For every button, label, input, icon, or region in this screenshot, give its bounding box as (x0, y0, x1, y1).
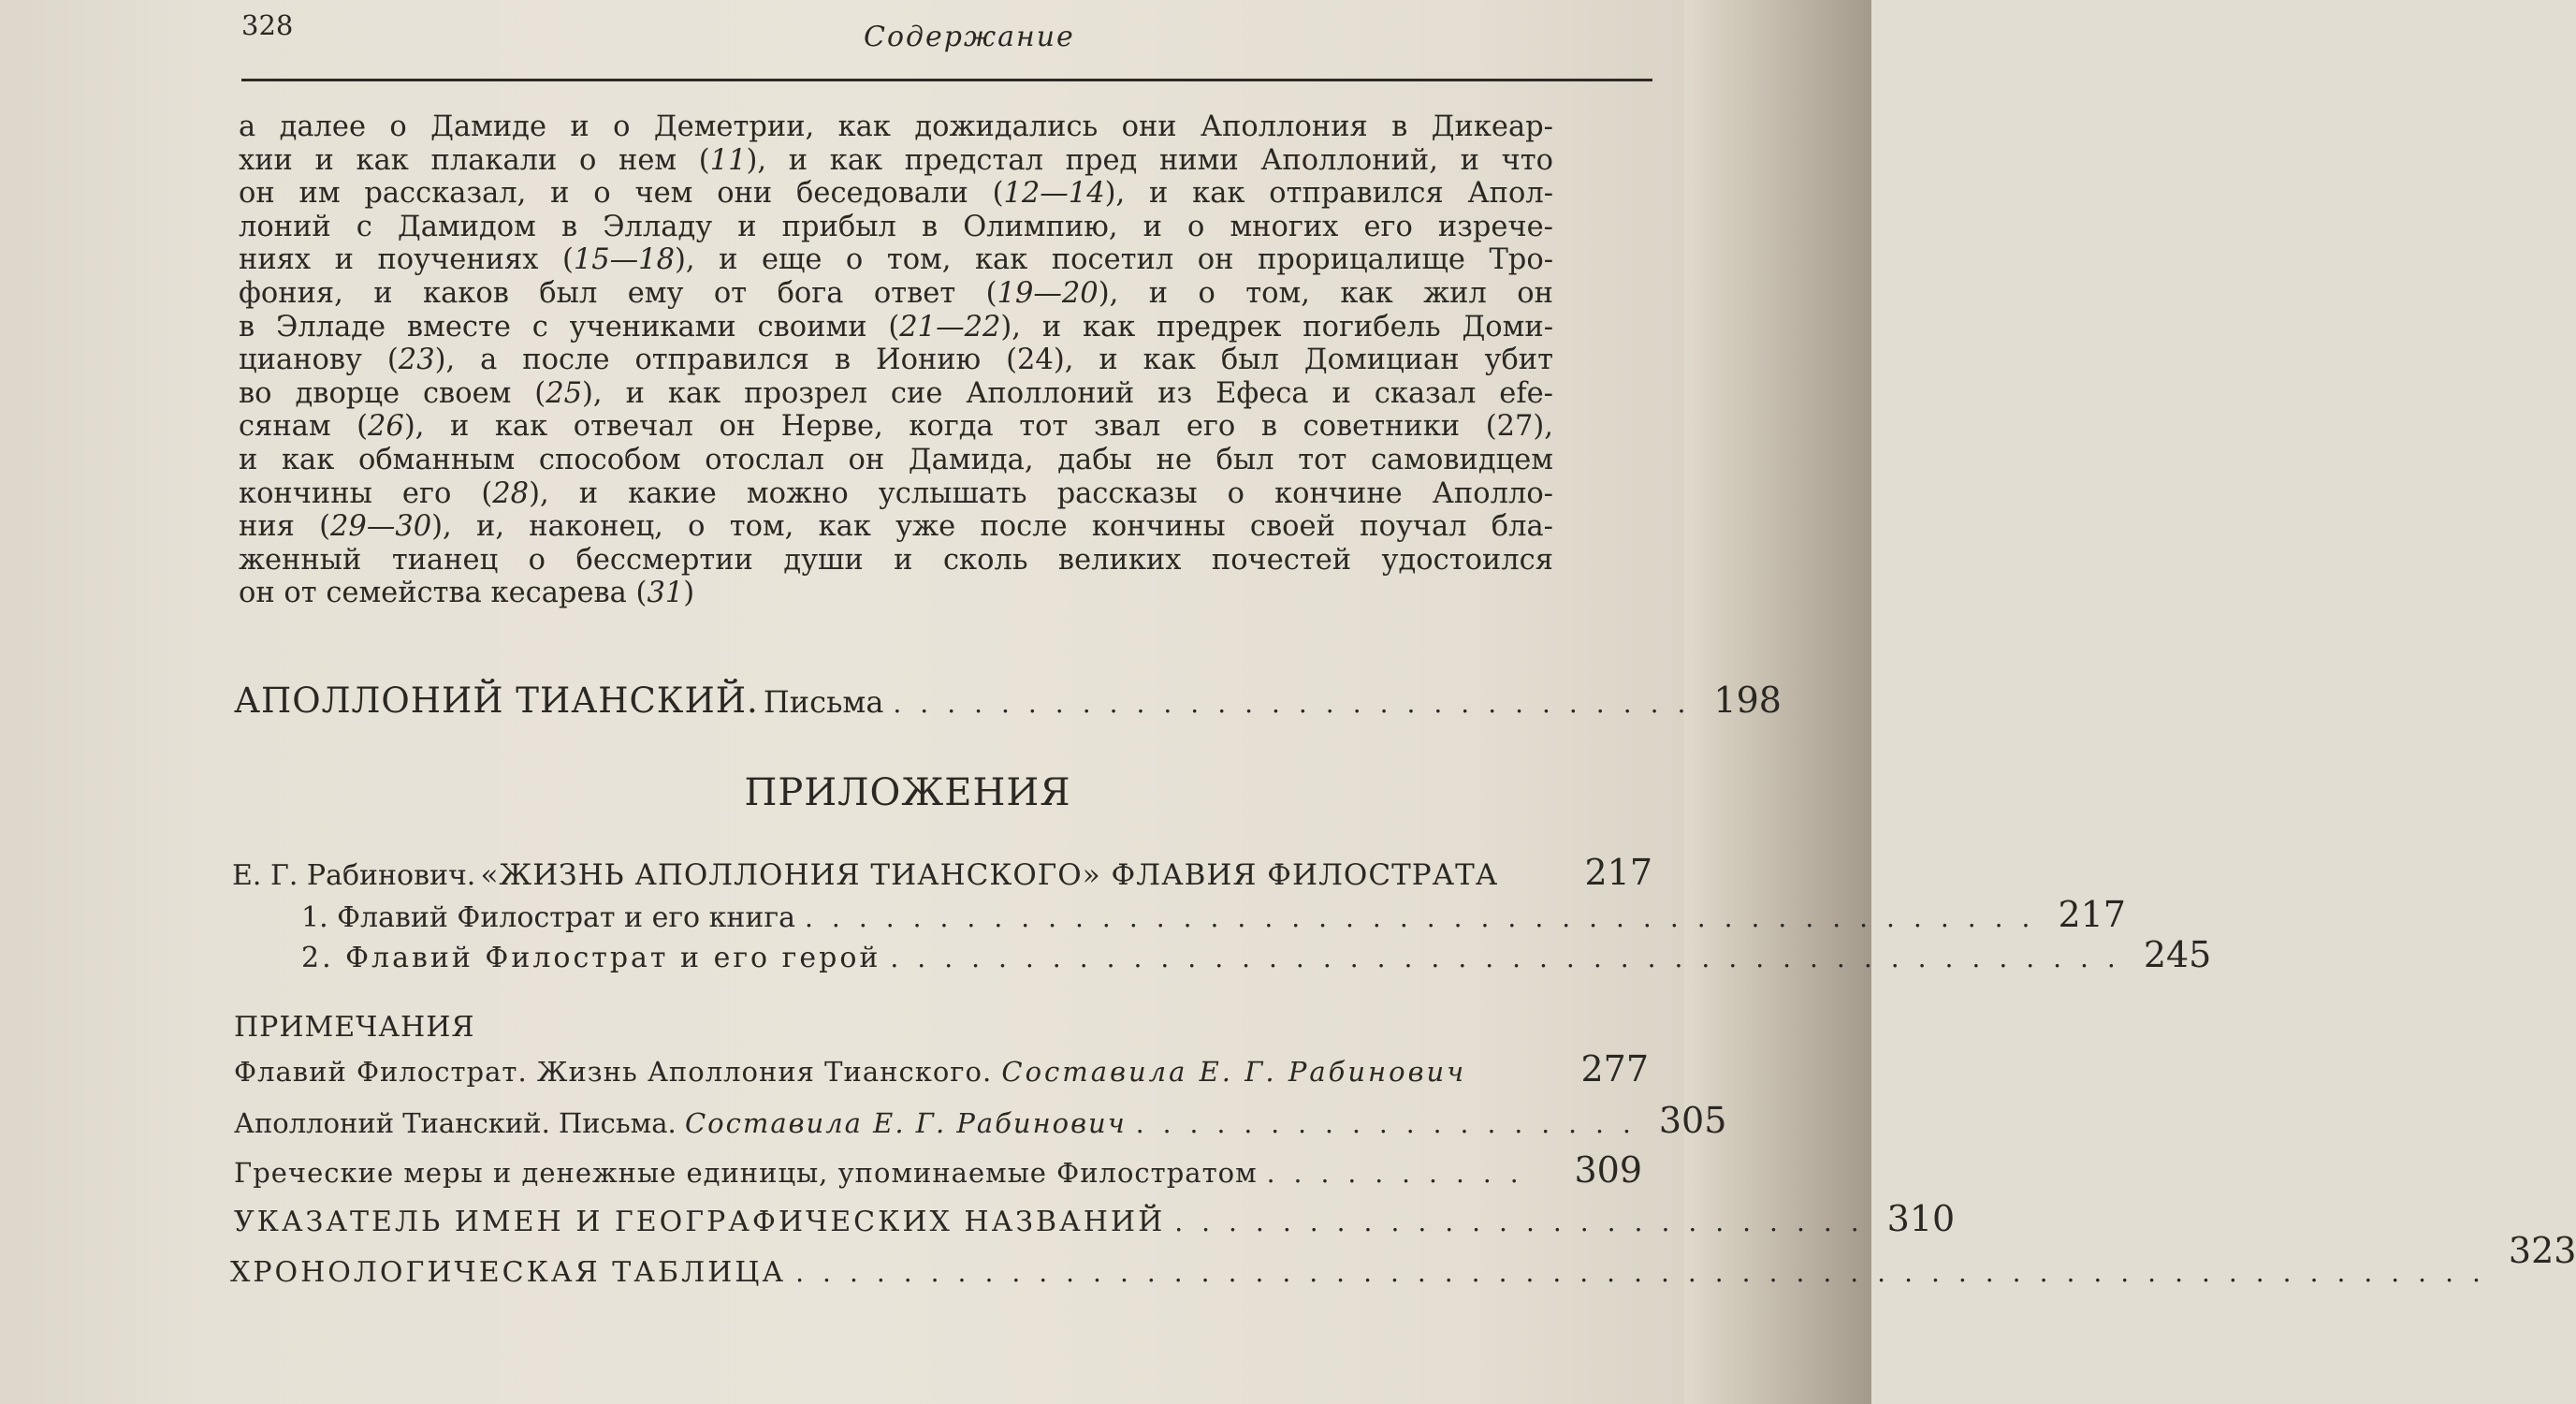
toc-notes-letters-page: 305 (1658, 1100, 1727, 1141)
header-rule (241, 79, 1652, 81)
summary-line (239, 344, 1553, 377)
summary-text: ), и как предстал пред ними Аполлоний, и что (746, 143, 1553, 177)
summary-line (239, 277, 1553, 311)
toc-essay-page: 217 (1584, 852, 1652, 893)
toc-notes-life-compiler: Составила Е. Г. Рабинович (1001, 1056, 1467, 1088)
summary-text: ), и еще о том, как посетил он прорицалище Тро- (674, 243, 1553, 277)
notes-heading: ПРИМЕЧАНИЯ (234, 1011, 475, 1044)
summary-text: цианову ( (239, 344, 399, 377)
section-ref: 26 (368, 410, 404, 444)
summary-text: ), и о том, как жил он (1098, 276, 1553, 310)
toc-entry-essay-part-2 (301, 934, 2212, 975)
summary-line (239, 477, 1553, 511)
toc-entry-notes-letters (234, 1100, 1727, 1141)
toc-index-page: 310 (1886, 1198, 1956, 1239)
toc-notes-heading (234, 1011, 1076, 1044)
toc-measures-title: Греческие меры и денежные единицы, упоминаемые Филостратом (234, 1157, 1258, 1189)
section-ref: 31 (647, 577, 684, 610)
summary-line (239, 211, 1553, 244)
summary-line (239, 110, 1553, 144)
appendix-heading: ПРИЛОЖЕНИЯ (744, 771, 1071, 814)
leader-dots: .............................................. (890, 943, 2134, 973)
summary-text: в Элладе вместе с учениками своими ( (239, 310, 900, 344)
summary-text: ), а после отправился в Ионию (24), и как был Домициан убит (434, 344, 1554, 377)
toc-chronology-page: 323 (2508, 1230, 2576, 1271)
toc-letters-page: 198 (1713, 680, 1782, 721)
toc-letters-title: Письма (763, 684, 884, 720)
summary-line (239, 510, 1553, 544)
summary-text: он от семейства кесарева ( (239, 577, 648, 610)
section-ref: 28 (492, 476, 530, 510)
summary-text: фония, и каков был ему от бога ответ ( (239, 276, 997, 310)
section-ref: 25 (546, 376, 583, 410)
section-ref: 11 (709, 143, 747, 177)
leader-dots: .......... (1266, 1158, 1537, 1189)
summary-text: ниях и поучениях ( (239, 243, 574, 277)
summary-line (239, 544, 1553, 578)
summary-text: ) (683, 577, 695, 610)
summary-text: ), и как прозрел сие Аполлоний из Ефеса и сказал efe- (582, 376, 1553, 410)
leader-dots: ............................................................... (795, 1257, 2499, 1288)
leader-dots: ................... (1135, 1108, 1650, 1139)
toc-essay-title: «ЖИЗНЬ АПОЛЛОНИЯ ТИАНСКОГО» ФЛАВИЯ ФИЛОСТРАТА (480, 858, 1499, 892)
section-ref: 21—22 (899, 310, 1001, 344)
toc-part2-title: 2. Флавий Филострат и его герой (301, 942, 881, 974)
toc-part2-page: 245 (2143, 934, 2212, 975)
summary-line (239, 243, 1553, 277)
section-ref: 12—14 (1003, 177, 1105, 211)
running-title: Содержание (864, 21, 1075, 53)
summary-text: ), и какие можно услышать рассказы о кончине Аполло- (529, 476, 1553, 510)
toc-essay-author: Е. Г. Рабинович. (232, 859, 476, 892)
summary-text: ), и, наконец, о том, как уже после кончины своей поучал бла- (431, 510, 1553, 544)
summary-text: ния ( (239, 510, 331, 544)
summary-text: во дворце своем ( (239, 376, 546, 410)
leader-dots: .............................................. (805, 902, 2049, 933)
toc-notes-letters-title: Аполлоний Тианский. Письма. (234, 1107, 677, 1139)
summary-text: а далее о Дамиде и о Деметрии, как дожидались они Аполлония в Дикеар- (239, 110, 1553, 143)
toc-entry-notes-life (234, 1048, 1649, 1090)
summary-text: ), и как предрек погибель Доми- (1000, 310, 1554, 344)
summary-line (239, 377, 1553, 411)
leader-dots: .............................. (893, 688, 1705, 719)
toc-entry-index (234, 1198, 1956, 1239)
summary-text: сянам ( (239, 410, 369, 444)
toc-notes-life-title: Флавий Филострат. Жизнь Аполлония Тианского. (234, 1056, 993, 1088)
summary-text: кончины его ( (239, 476, 493, 510)
summary-line (239, 311, 1553, 344)
summary-text: ), и как отправился Апол- (1104, 177, 1553, 211)
toc-entry-chronology (230, 1230, 2576, 1290)
section-ref: 19—20 (997, 276, 1099, 310)
summary-line (239, 577, 1553, 610)
chapter-summary (239, 110, 1553, 610)
summary-text: ), и как отвечал он Нерве, когда тот звал его в советники (27), (403, 410, 1553, 444)
page-number: 328 (241, 9, 294, 41)
toc-notes-life-page: 277 (1580, 1048, 1649, 1090)
toc-measures-page: 309 (1574, 1149, 1642, 1191)
toc-chronology-title: ХРОНОЛОГИЧЕСКАЯ ТАБЛИЦА (230, 1256, 787, 1289)
summary-line (239, 177, 1553, 211)
toc-entry-essay-part-1 (301, 894, 2126, 935)
summary-text: он им рассказал, и о чем они беседовали ( (239, 177, 1004, 211)
section-ref: 23 (398, 344, 435, 377)
section-ref: 29—30 (330, 510, 432, 544)
section-ref: 15—18 (573, 243, 675, 277)
toc-entry-measures (234, 1149, 1642, 1191)
summary-text: и как обманным способом отослал он Дамида, дабы не был тот самовидцем (239, 443, 1553, 476)
summary-text: лоний с Дамидом в Элладу и прибыл в Олимпию, и о многих его изрече- (239, 210, 1553, 243)
page-header (241, 9, 1654, 66)
summary-line (239, 444, 1553, 477)
toc-letters-author: АПОЛЛОНИЙ ТИАНСКИЙ. (234, 680, 759, 721)
leader-dots: .......................... (1174, 1207, 1878, 1237)
summary-line (239, 144, 1553, 178)
summary-text: женный тианец о бессмертии души и сколь великих почестей удостоился (239, 543, 1553, 577)
summary-line (239, 410, 1553, 444)
toc-part1-page: 217 (2058, 894, 2126, 935)
toc-index-title: УКАЗАТЕЛЬ ИМЕН И ГЕОГРАФИЧЕСКИХ НАЗВАНИЙ (234, 1206, 1166, 1238)
toc-part1-title: 1. Флавий Филострат и его книга (301, 901, 796, 934)
toc-notes-letters-compiler: Составила Е. Г. Рабинович (684, 1107, 1127, 1139)
toc-entry-letters (234, 680, 1782, 721)
toc-entry-essay (232, 852, 1652, 893)
summary-text: хии и как плакали о нем ( (239, 143, 710, 177)
